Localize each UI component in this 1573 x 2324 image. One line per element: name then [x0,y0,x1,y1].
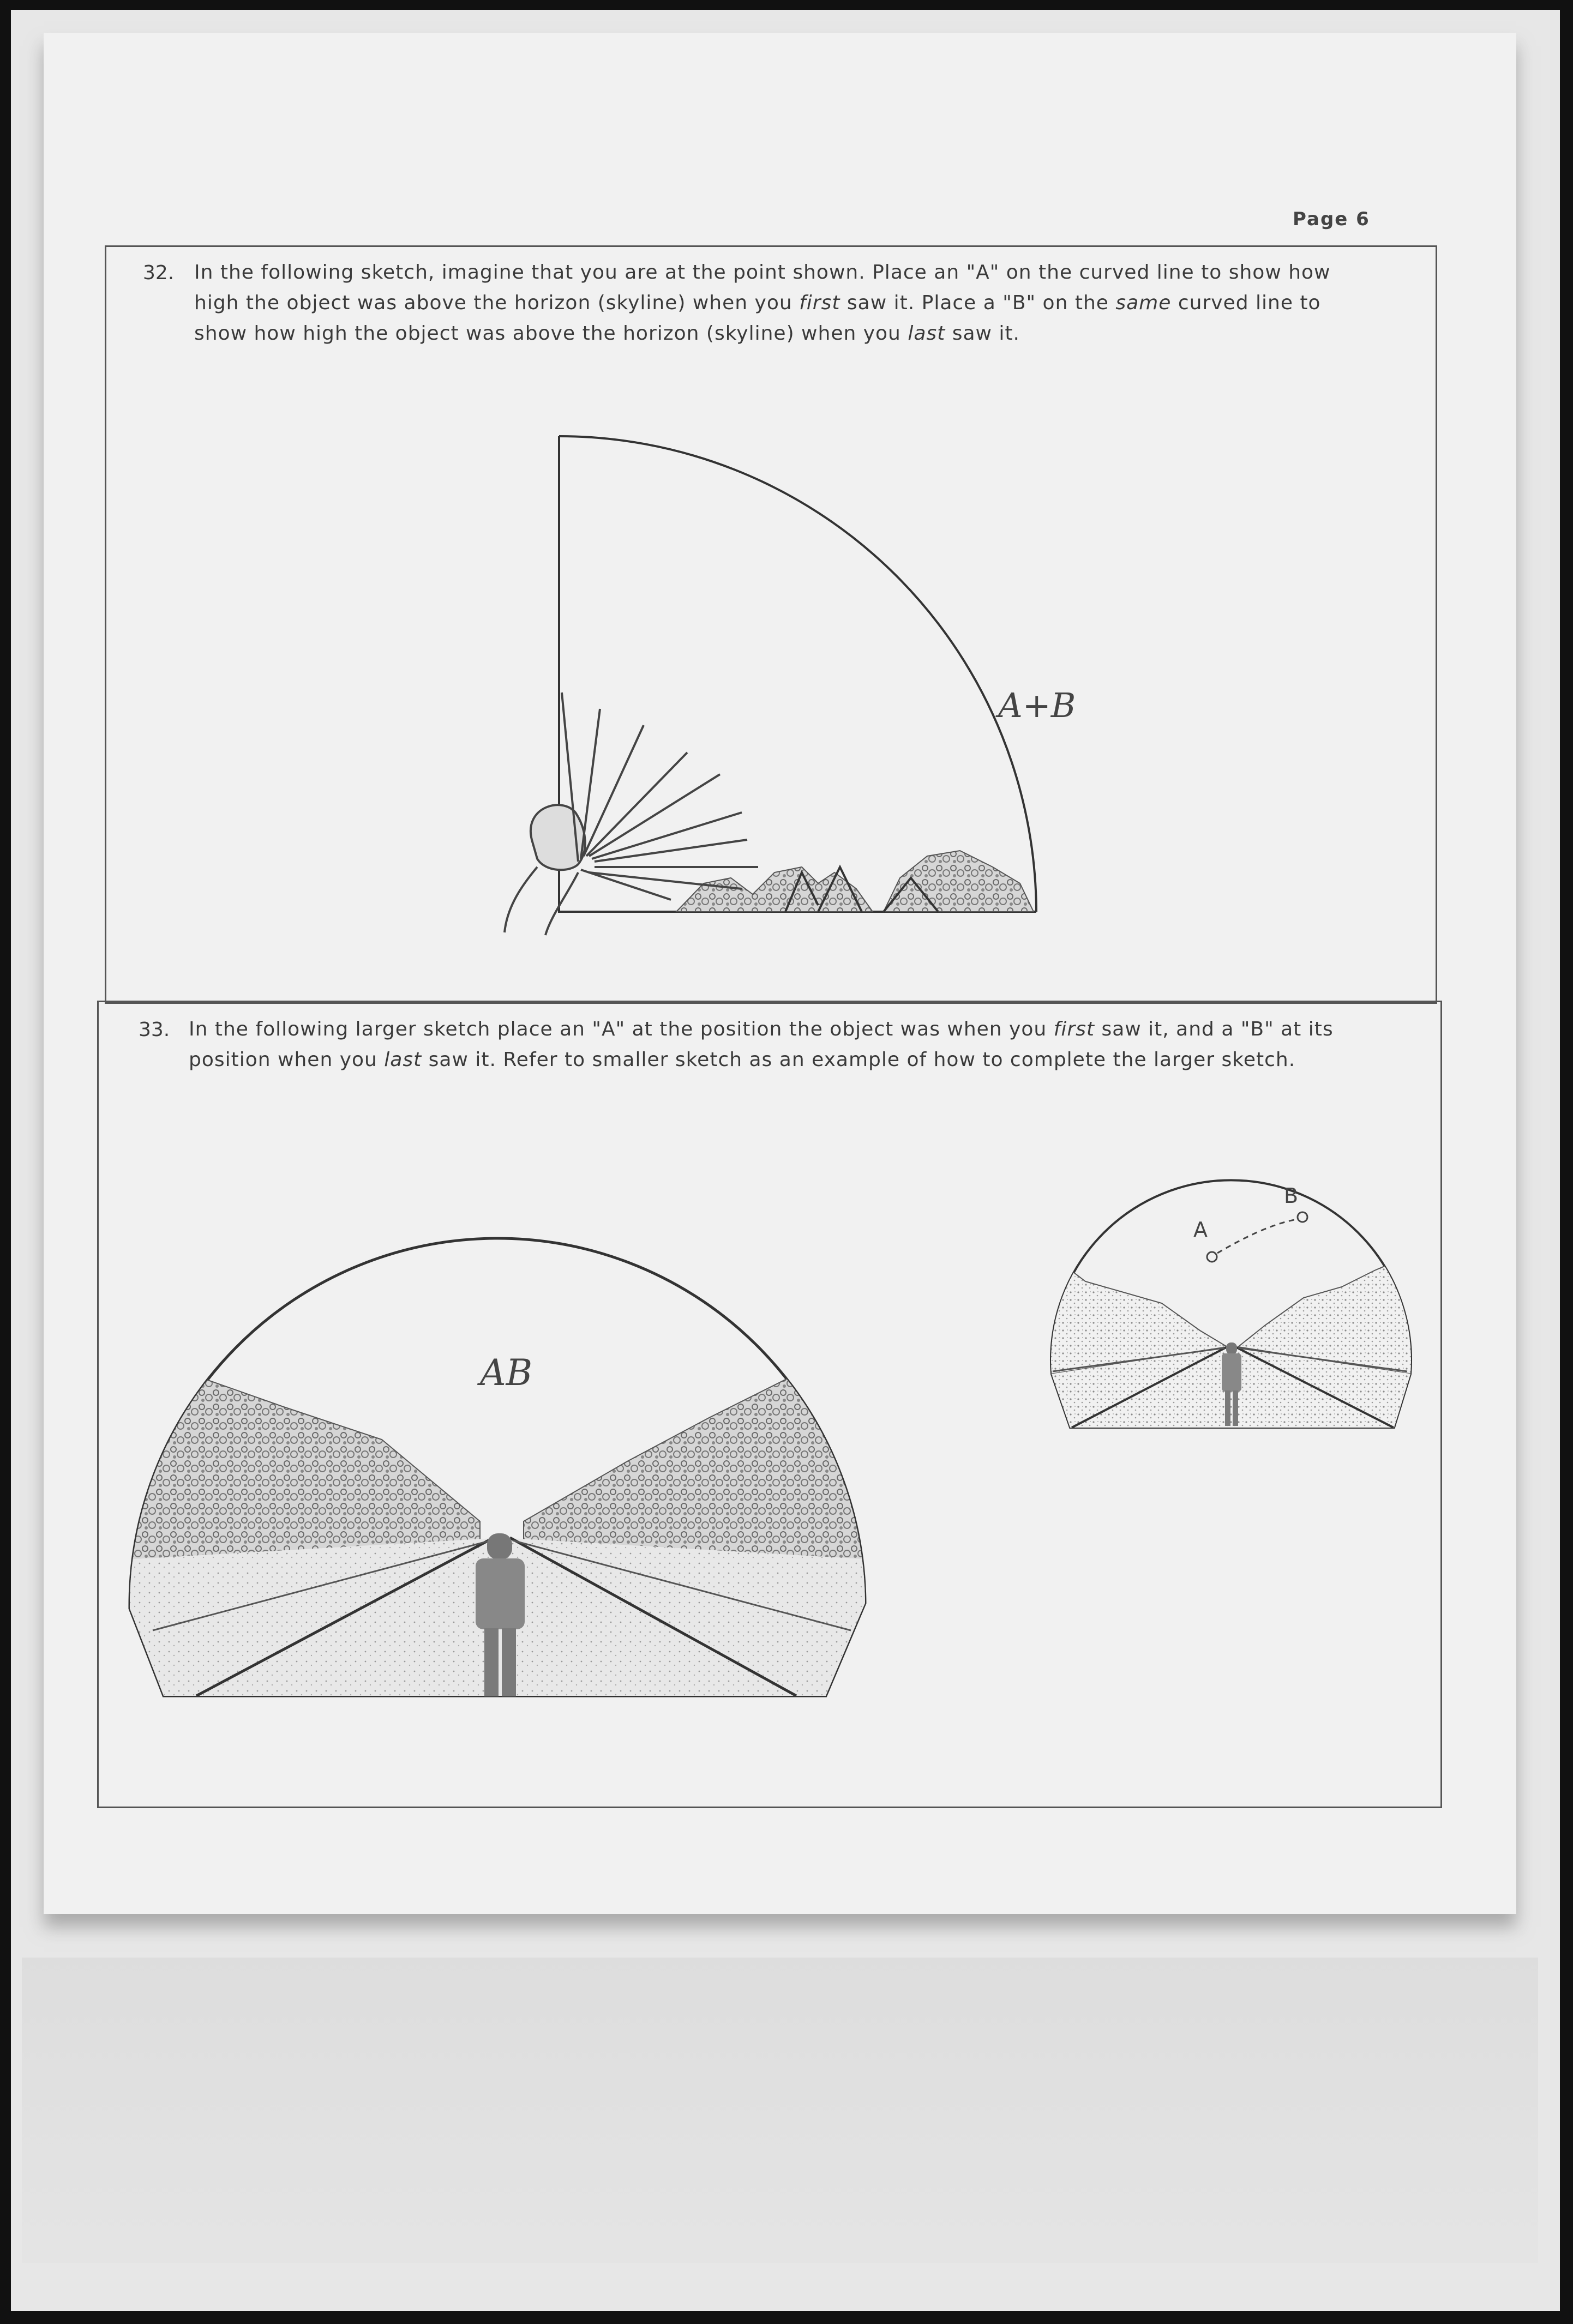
question-32-line-1: In the following sketch, imagine that you are at the point shown. Place an "A" on the curved line to show how [194,261,1331,284]
question-32-line-3: show how high the object was above the horizon (skyline) when you last saw it. [194,322,1020,345]
question-33-number: 33. [139,1019,170,1041]
quarter-circle-sketch [505,436,1076,935]
example-label-b: B [1284,1184,1299,1208]
large-road-scene [125,1238,873,1701]
question-33-line-2: position when you last saw it. Refer to smaller sketch as an example of how to complete the larger sketch. [189,1049,1296,1071]
q32-handwritten-answer: A+B [998,685,1076,725]
q33-handwritten-answer: AB [480,1352,533,1394]
page-number: Page 6 [1293,208,1370,230]
skyline-houses [676,851,1034,912]
question-32-line-2: high the object was above the horizon (skyline) when you first saw it. Place a "B" on the same curved line to [194,292,1321,314]
example-road-scene [1050,1180,1413,1429]
example-label-a: A [1193,1218,1208,1242]
question-33-line-1: In the following larger sketch place an "A" at the position the object was when you first saw it, and a "B" at its [189,1018,1334,1040]
question-32-number: 32. [143,262,175,284]
